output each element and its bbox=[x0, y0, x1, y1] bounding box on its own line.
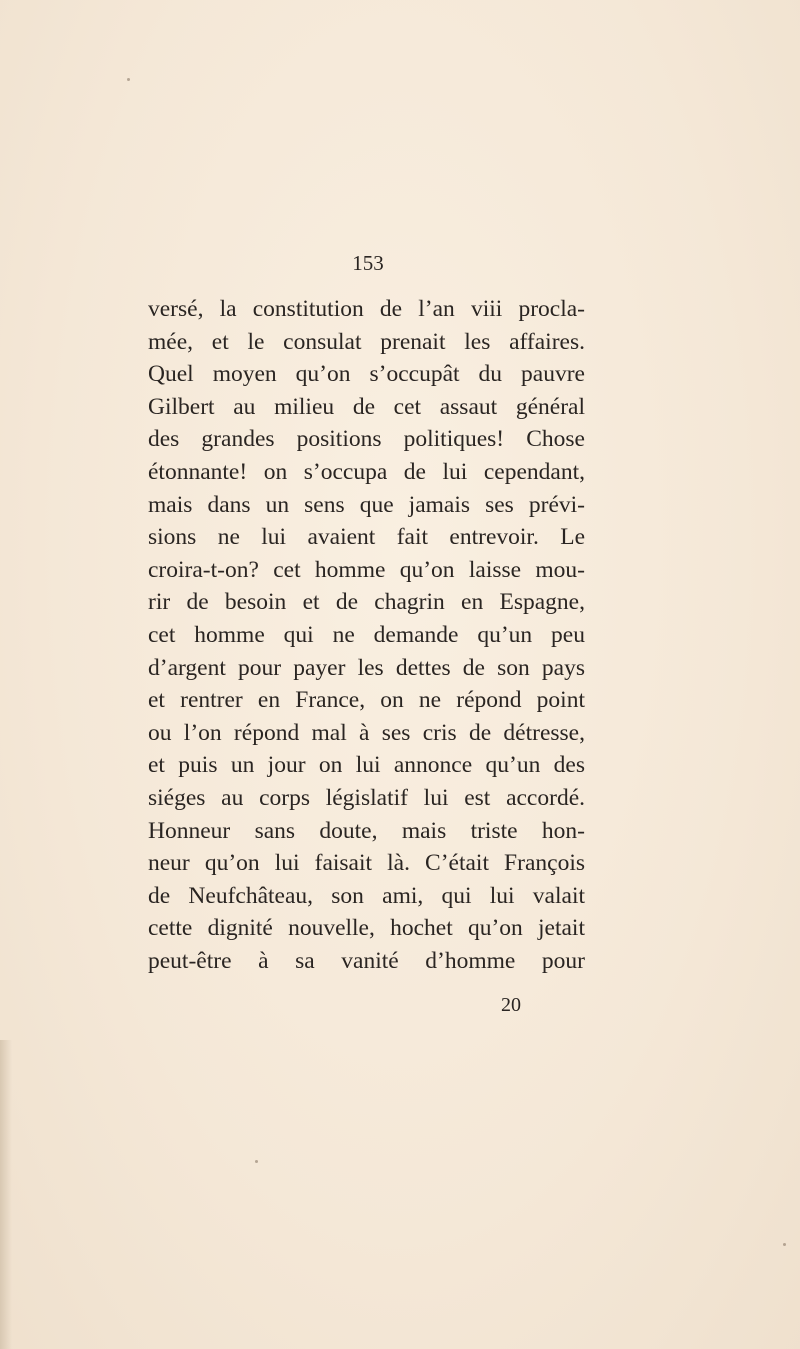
text-line: Honneur sans doute, mais triste hon- bbox=[148, 817, 585, 844]
text-line: de Neufchâteau, son ami, qui lui valait bbox=[148, 882, 585, 909]
text-line: mée, et le consulat prenait les affaires. bbox=[148, 328, 585, 355]
text-line: Gilbert au milieu de cet assaut général bbox=[148, 393, 585, 420]
text-line: siéges au corps législatif lui est accordé. bbox=[148, 784, 585, 811]
paper-speck bbox=[127, 78, 130, 81]
text-line: rir de besoin et de chagrin en Espagne, bbox=[148, 589, 585, 616]
text-line: cette dignité nouvelle, hochet qu’on jetait bbox=[148, 915, 585, 942]
text-line: ou l’on répond mal à ses cris de détresse, bbox=[148, 719, 585, 746]
page-edge-shadow bbox=[0, 1040, 12, 1349]
text-line: des grandes positions politiques! Chose bbox=[148, 426, 585, 453]
text-line: mais dans un sens que jamais ses prévi- bbox=[148, 491, 585, 518]
text-line: croira-t-on? cet homme qu’on laisse mou- bbox=[148, 556, 585, 583]
text-line: Quel moyen qu’on s’occupât du pauvre bbox=[148, 361, 585, 388]
text-line: et puis un jour on lui annonce qu’un des bbox=[148, 752, 585, 779]
text-line: versé, la constitution de l’an viii procla- bbox=[148, 296, 585, 322]
text-line: peut-être à sa vanité d’homme pour bbox=[148, 947, 585, 974]
text-line: et rentrer en France, on ne répond point bbox=[148, 687, 585, 714]
page-number: 153 bbox=[352, 251, 384, 275]
text-line: cet homme qui ne demande qu’un peu bbox=[148, 621, 585, 648]
text-line: sions ne lui avaient fait entrevoir. Le bbox=[148, 524, 585, 551]
signature-mark: 20 bbox=[501, 994, 521, 1016]
paper-speck bbox=[255, 1160, 258, 1163]
text-line: neur qu’on lui faisait là. C’était François bbox=[148, 850, 585, 877]
text-line: étonnante! on s’occupa de lui cependant, bbox=[148, 458, 585, 485]
paper-speck bbox=[783, 1243, 786, 1246]
text-line: d’argent pour payer les dettes de son pays bbox=[148, 654, 585, 681]
body-text bbox=[148, 293, 585, 977]
